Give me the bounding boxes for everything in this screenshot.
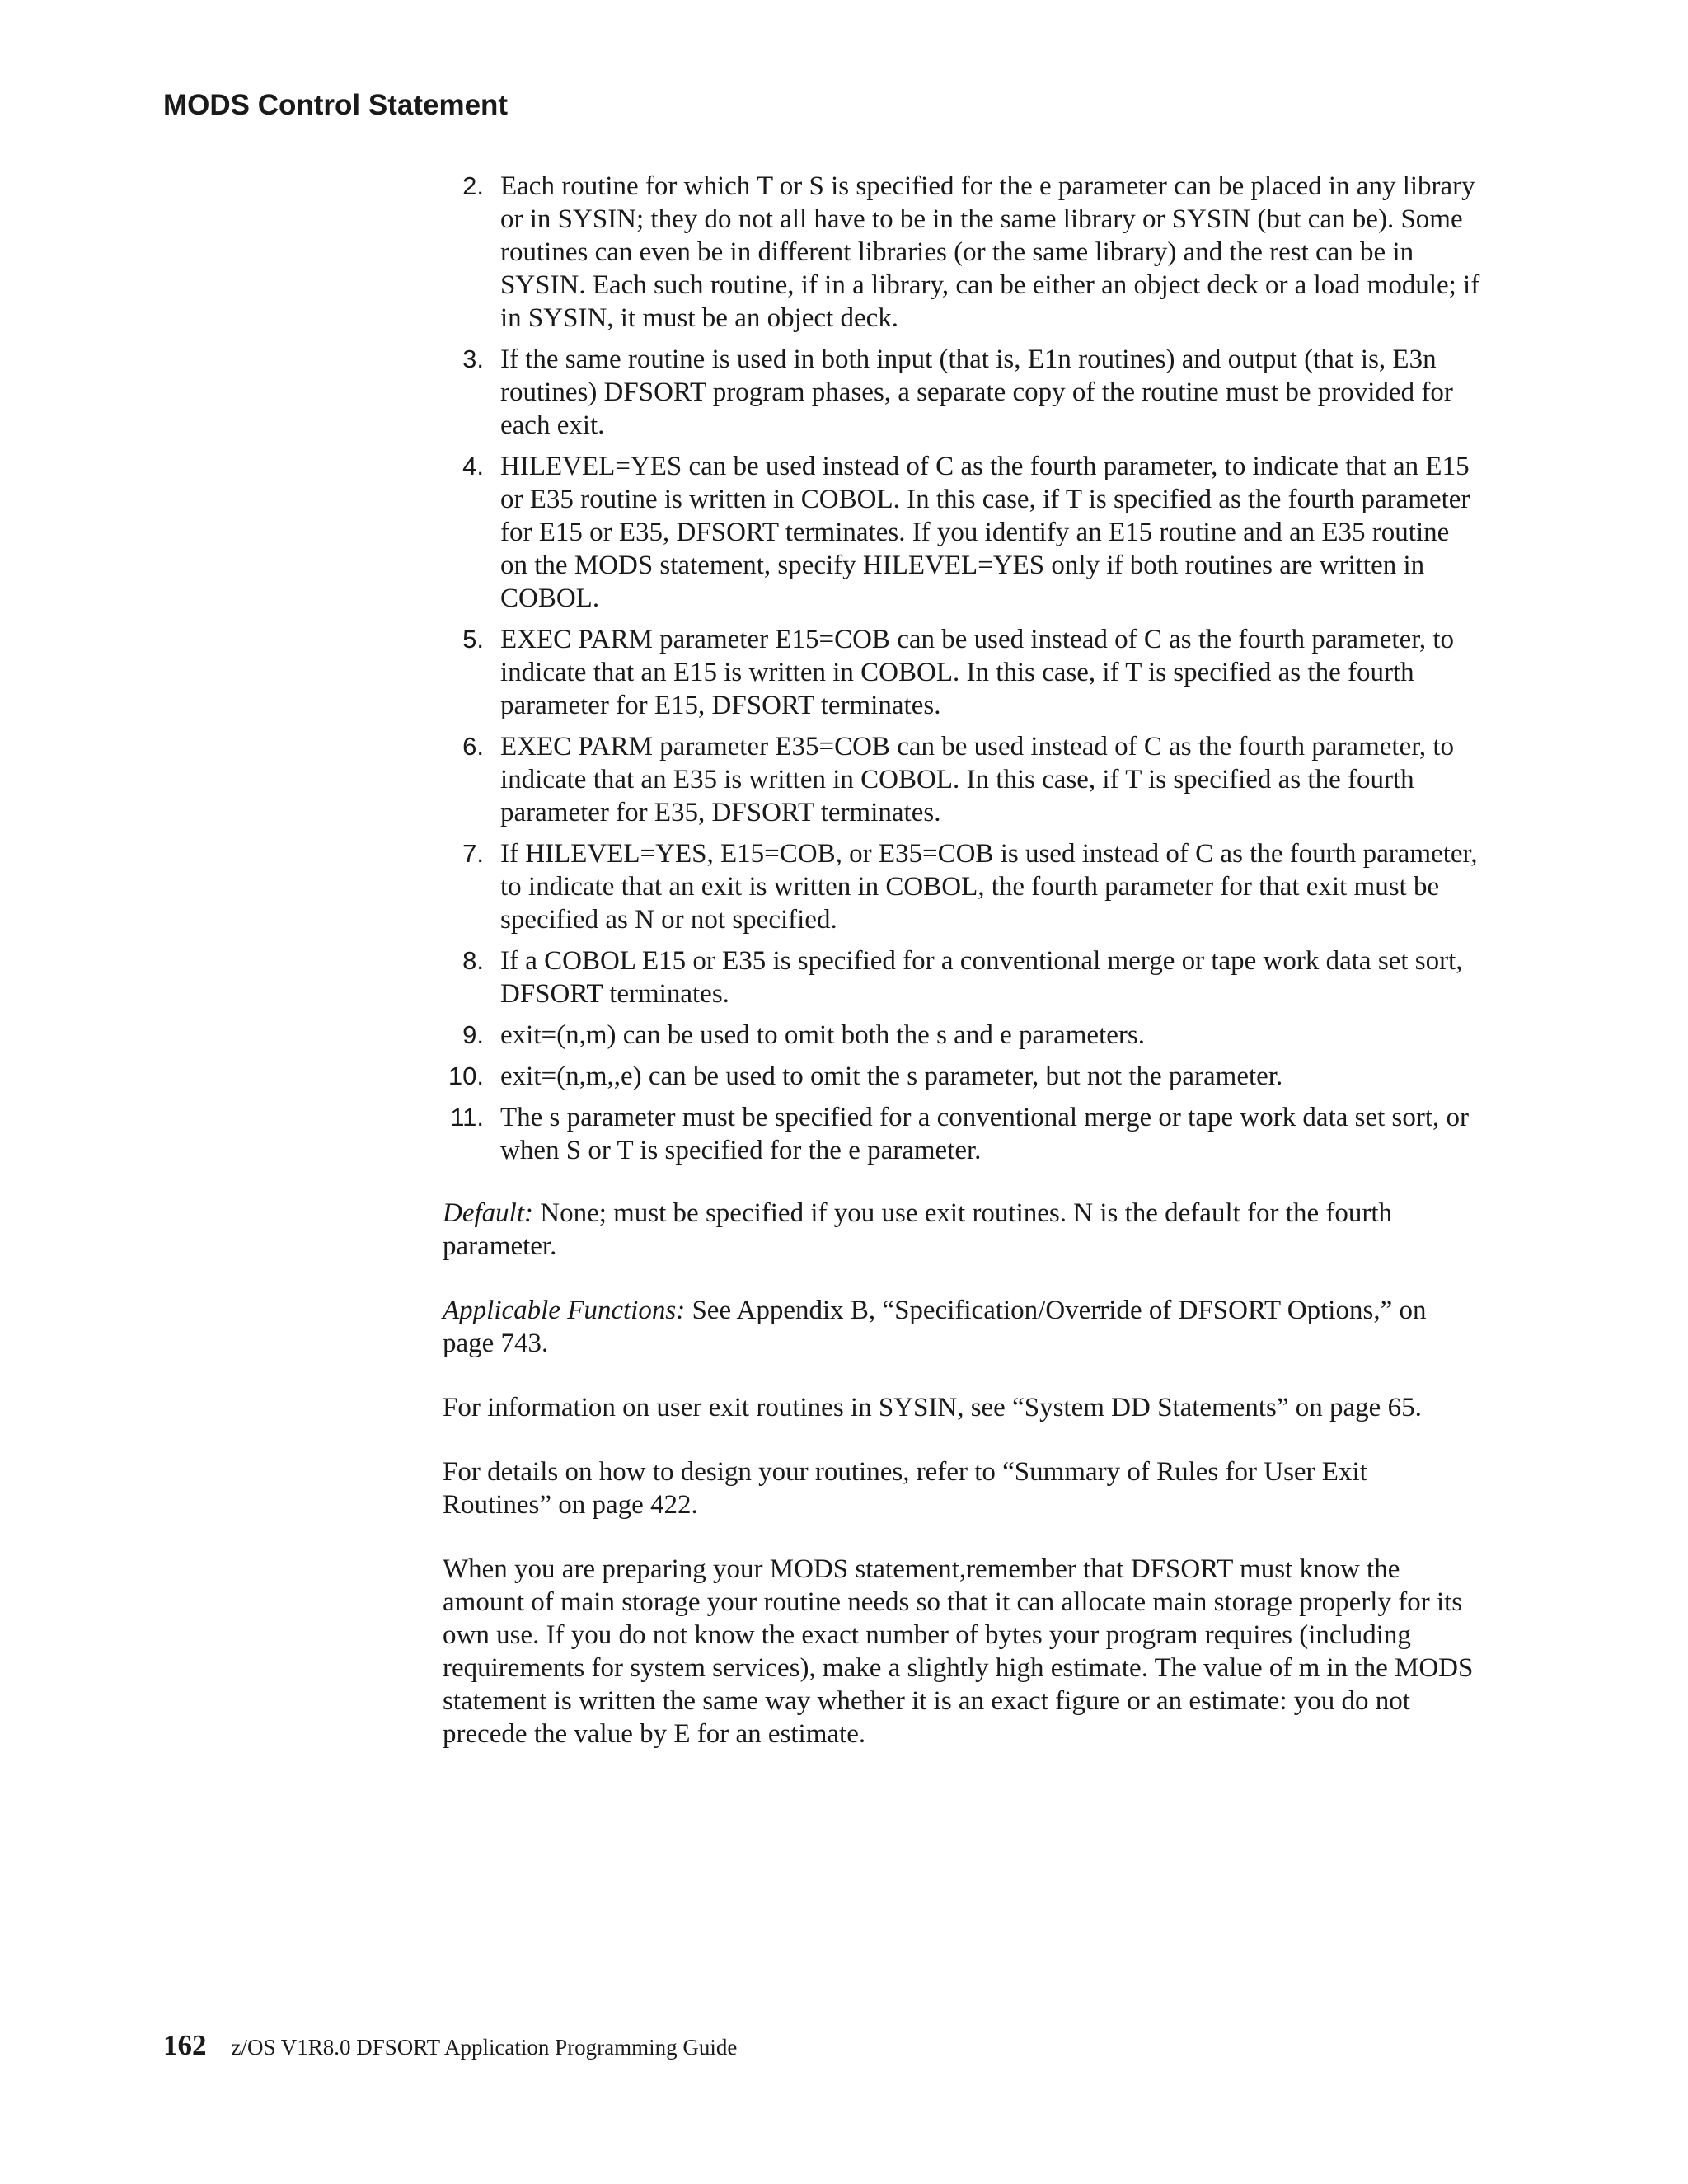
applicable-functions-text: See Appendix B, “Specification/Override of DFSORT Options,” on page 743. bbox=[443, 1296, 1427, 1358]
list-item-number: 4. bbox=[462, 452, 484, 480]
applicable-functions-label: Applicable Functions: bbox=[443, 1296, 686, 1325]
list-item-text: EXEC PARM parameter E35=COB can be used instead of C as the fourth parameter, to indicate that an E35 is written in COBOL. In this case, if T is specified as the fourth parameter for E35, DFSORT terminates. bbox=[500, 732, 1455, 827]
applicable-functions-paragraph bbox=[443, 1294, 1481, 1360]
list-item-text: exit=(n,m) can be used to omit both the s and e parameters. bbox=[500, 1020, 1145, 1050]
section-header: MODS Control Statement bbox=[163, 89, 509, 121]
default-text: None; must be specified if you use exit routines. N is the default for the fourth parameter. bbox=[443, 1198, 1392, 1261]
list-item-text: If the same routine is used in both input (that is, E1n routines) and output (that is, E3n routines) DFSORT program phases, a separate copy of the routine must be provided for each exit. bbox=[500, 344, 1453, 440]
list-item-text: If HILEVEL=YES, E15=COB, or E35=COB is used instead of C as the fourth parameter, to indicate that an exit is written in COBOL, the fourth parameter for that exit must be specified as N or not specified. bbox=[500, 839, 1478, 935]
list-item-number: 7. bbox=[462, 839, 484, 868]
list-item-number: 2. bbox=[462, 171, 484, 200]
list-item-number: 9. bbox=[462, 1020, 484, 1049]
list-item-text: HILEVEL=YES can be used instead of C as the fourth parameter, to indicate that an E15 or E35 routine is written in COBOL. In this case, if T is specified as the fourth parameter for E15 or E35, DFSORT terminates. If you identify an E15 routine and an E35 routine on the MODS statement, specify HILEVEL=YES only if both routines are written in COBOL. bbox=[500, 452, 1470, 613]
list-item bbox=[443, 730, 1481, 829]
list-item-text: exit=(n,m,,e) can be used to omit the s parameter, but not the parameter. bbox=[500, 1062, 1283, 1091]
page-footer bbox=[163, 2029, 737, 2068]
list-item-text: EXEC PARM parameter E15=COB can be used instead of C as the fourth parameter, to indicate that an E15 is written in COBOL. In this case, if T is specified as the fourth parameter for E15, DFSORT terminates. bbox=[500, 625, 1455, 720]
list-item-text: Each routine for which T or S is specified for the e parameter can be placed in any library or in SYSIN; they do not all have to be in the same library or SYSIN (but can be). Some routines can even be in different libraries (or the same library) and the rest can be in SYSIN. Each such routine, if in a library, can be either an object deck or a load module; if in SYSIN, it must be an object deck. bbox=[500, 171, 1480, 333]
document-title: z/OS V1R8.0 DFSORT Application Programming Guide bbox=[231, 2035, 738, 2060]
list-item-number: 6. bbox=[462, 732, 484, 761]
page-number: 162 bbox=[163, 2029, 207, 2061]
default-paragraph bbox=[443, 1197, 1481, 1263]
mods-storage-paragraph: When you are preparing your MODS statement,remember that DFSORT must know the amount of main storage your routine needs so that it can allocate main storage properly for its own use. If you do not know the exact number of bytes your program requires (including requirements for system services), make a slightly high estimate. The value of m in the MODS statement is written the same way whether it is an exact figure or an estimate: you do not precede the value by E for an estimate. bbox=[443, 1554, 1474, 1749]
list-item bbox=[443, 623, 1481, 722]
list-item bbox=[443, 837, 1481, 936]
list-item bbox=[443, 343, 1481, 442]
list-item-text: If a COBOL E15 or E35 is specified for a conventional merge or tape work data set sort, DFSORT terminates. bbox=[500, 946, 1463, 1009]
list-item bbox=[443, 1060, 1481, 1093]
list-item bbox=[443, 1019, 1481, 1052]
list-item bbox=[443, 1101, 1481, 1167]
list-item-number: 10. bbox=[448, 1062, 484, 1090]
design-paragraph: For details on how to design your routines, refer to “Summary of Rules for User Exit Routines” on page 422. bbox=[443, 1457, 1367, 1520]
page-content bbox=[443, 170, 1481, 1750]
list-item-number: 11. bbox=[450, 1103, 484, 1132]
list-item bbox=[443, 944, 1481, 1010]
default-label: Default: bbox=[443, 1198, 533, 1228]
list-item-text: The s parameter must be specified for a conventional merge or tape work data set sort, or when S or T is specified for the e parameter. bbox=[500, 1103, 1470, 1165]
numbered-notes-list bbox=[443, 170, 1481, 1167]
sysin-paragraph: For information on user exit routines in SYSIN, see “System DD Statements” on page 65. bbox=[443, 1393, 1422, 1422]
list-item bbox=[443, 170, 1481, 335]
list-item bbox=[443, 450, 1481, 615]
list-item-number: 5. bbox=[462, 625, 484, 654]
list-item-number: 8. bbox=[462, 946, 484, 975]
list-item-number: 3. bbox=[462, 344, 484, 373]
